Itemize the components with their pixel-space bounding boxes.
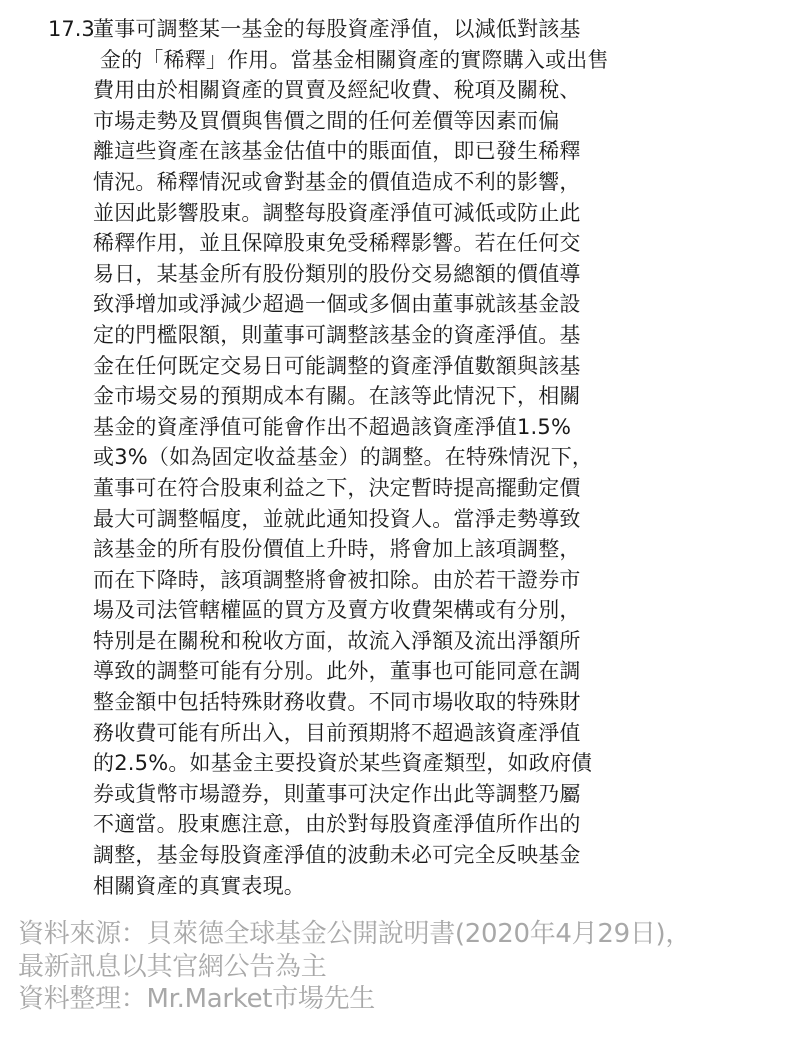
clause-line: 易日，某基金所有股份類別的股份交易總額的價值導 — [93, 261, 581, 286]
source-note-line: 最新訊息以其官網公告為主 — [18, 951, 327, 982]
clause-line: 致淨增加或淨減少超過一個或多個由董事就該基金設 — [93, 292, 581, 317]
source-line: 資料來源：貝萊德全球基金公開說明書(2020年4月29日)， — [18, 919, 692, 949]
clause-number: 17.3 — [48, 17, 95, 41]
clause-line: 的2.5%。如基金主要投資於某些資產類型，如政府債 — [93, 751, 593, 776]
clause-line: 該基金的所有股份價值上升時，將會加上該項調整， — [93, 537, 581, 562]
clause-line: 董事可調整某一基金的每股資產淨值，以減低對該基 — [93, 17, 581, 41]
clause-line: 金在任何既定交易日可能調整的資產淨值數額與該基 — [93, 353, 581, 378]
clause-line: 或3%（如為固定收益基金）的調整。在特殊情況下， — [93, 445, 594, 470]
clause-line: 基金的資產淨值可能會作出不超過該資產淨值1.5% — [93, 414, 572, 439]
clause-line: 董事可在符合股東利益之下，決定暫時提高擺動定價 — [93, 475, 581, 500]
clause-line: 不適當。股東應注意，由於對每股資產淨值所作出的 — [93, 812, 581, 837]
clause-line: 相關資產的真實表現。 — [93, 873, 305, 898]
clause-line: 調整，基金每股資產淨值的波動未必可完全反映基金 — [93, 843, 581, 868]
compiled-by-line: 資料整理：Mr.Market市場先生 — [18, 984, 375, 1014]
clause-line: 市場走勢及買價與售價之間的任何差價等因素而偏 — [93, 108, 560, 133]
clause-line: 費用由於相關資產的買賣及經紀收費、稅項及關稅、 — [93, 78, 581, 103]
clause-line: 導致的調整可能有分別。此外，董事也可能同意在調 — [93, 659, 581, 684]
clause-line: 情況。稀釋情況或會對基金的價值造成不利的影響， — [93, 169, 581, 194]
clause-line: 定的門檻限額，則董事可調整該基金的資產淨值。基 — [93, 322, 581, 347]
clause-line: 整金額中包括特殊財務收費。不同市場收取的特殊財 — [93, 690, 581, 715]
clause-body — [93, 14, 668, 901]
clause-line: 金市場交易的預期成本有關。在該等此情況下，相關 — [93, 384, 581, 409]
clause-line: 務收費可能有所出入，目前預期將不超過該資產淨值 — [93, 720, 581, 745]
clause-line: 並因此影響股東。調整每股資產淨值可減低或防止此 — [93, 200, 581, 225]
source-caption — [18, 918, 783, 1016]
clause-line: 金的「稀釋」作用。當基金相關資產的實際購入或出售 — [93, 47, 609, 72]
clause-line: 離這些資產在該基金估值中的賬面值，即已發生稀釋 — [93, 139, 581, 164]
clause-line: 特別是在關稅和稅收方面，故流入淨額及流出淨額所 — [93, 628, 581, 653]
clause-line: 券或貨幣市場證券，則董事可決定作出此等調整乃屬 — [93, 781, 581, 806]
clause-line: 而在下降時，該項調整將會被扣除。由於若干證券市 — [93, 567, 581, 592]
clause-line: 最大可調整幅度，並就此通知投資人。當淨走勢導致 — [93, 506, 581, 531]
clause-line: 稀釋作用，並且保障股東免受稀釋影響。若在任何交 — [93, 231, 581, 256]
clause-line: 場及司法管轄權區的買方及賣方收費架構或有分別， — [93, 598, 581, 623]
